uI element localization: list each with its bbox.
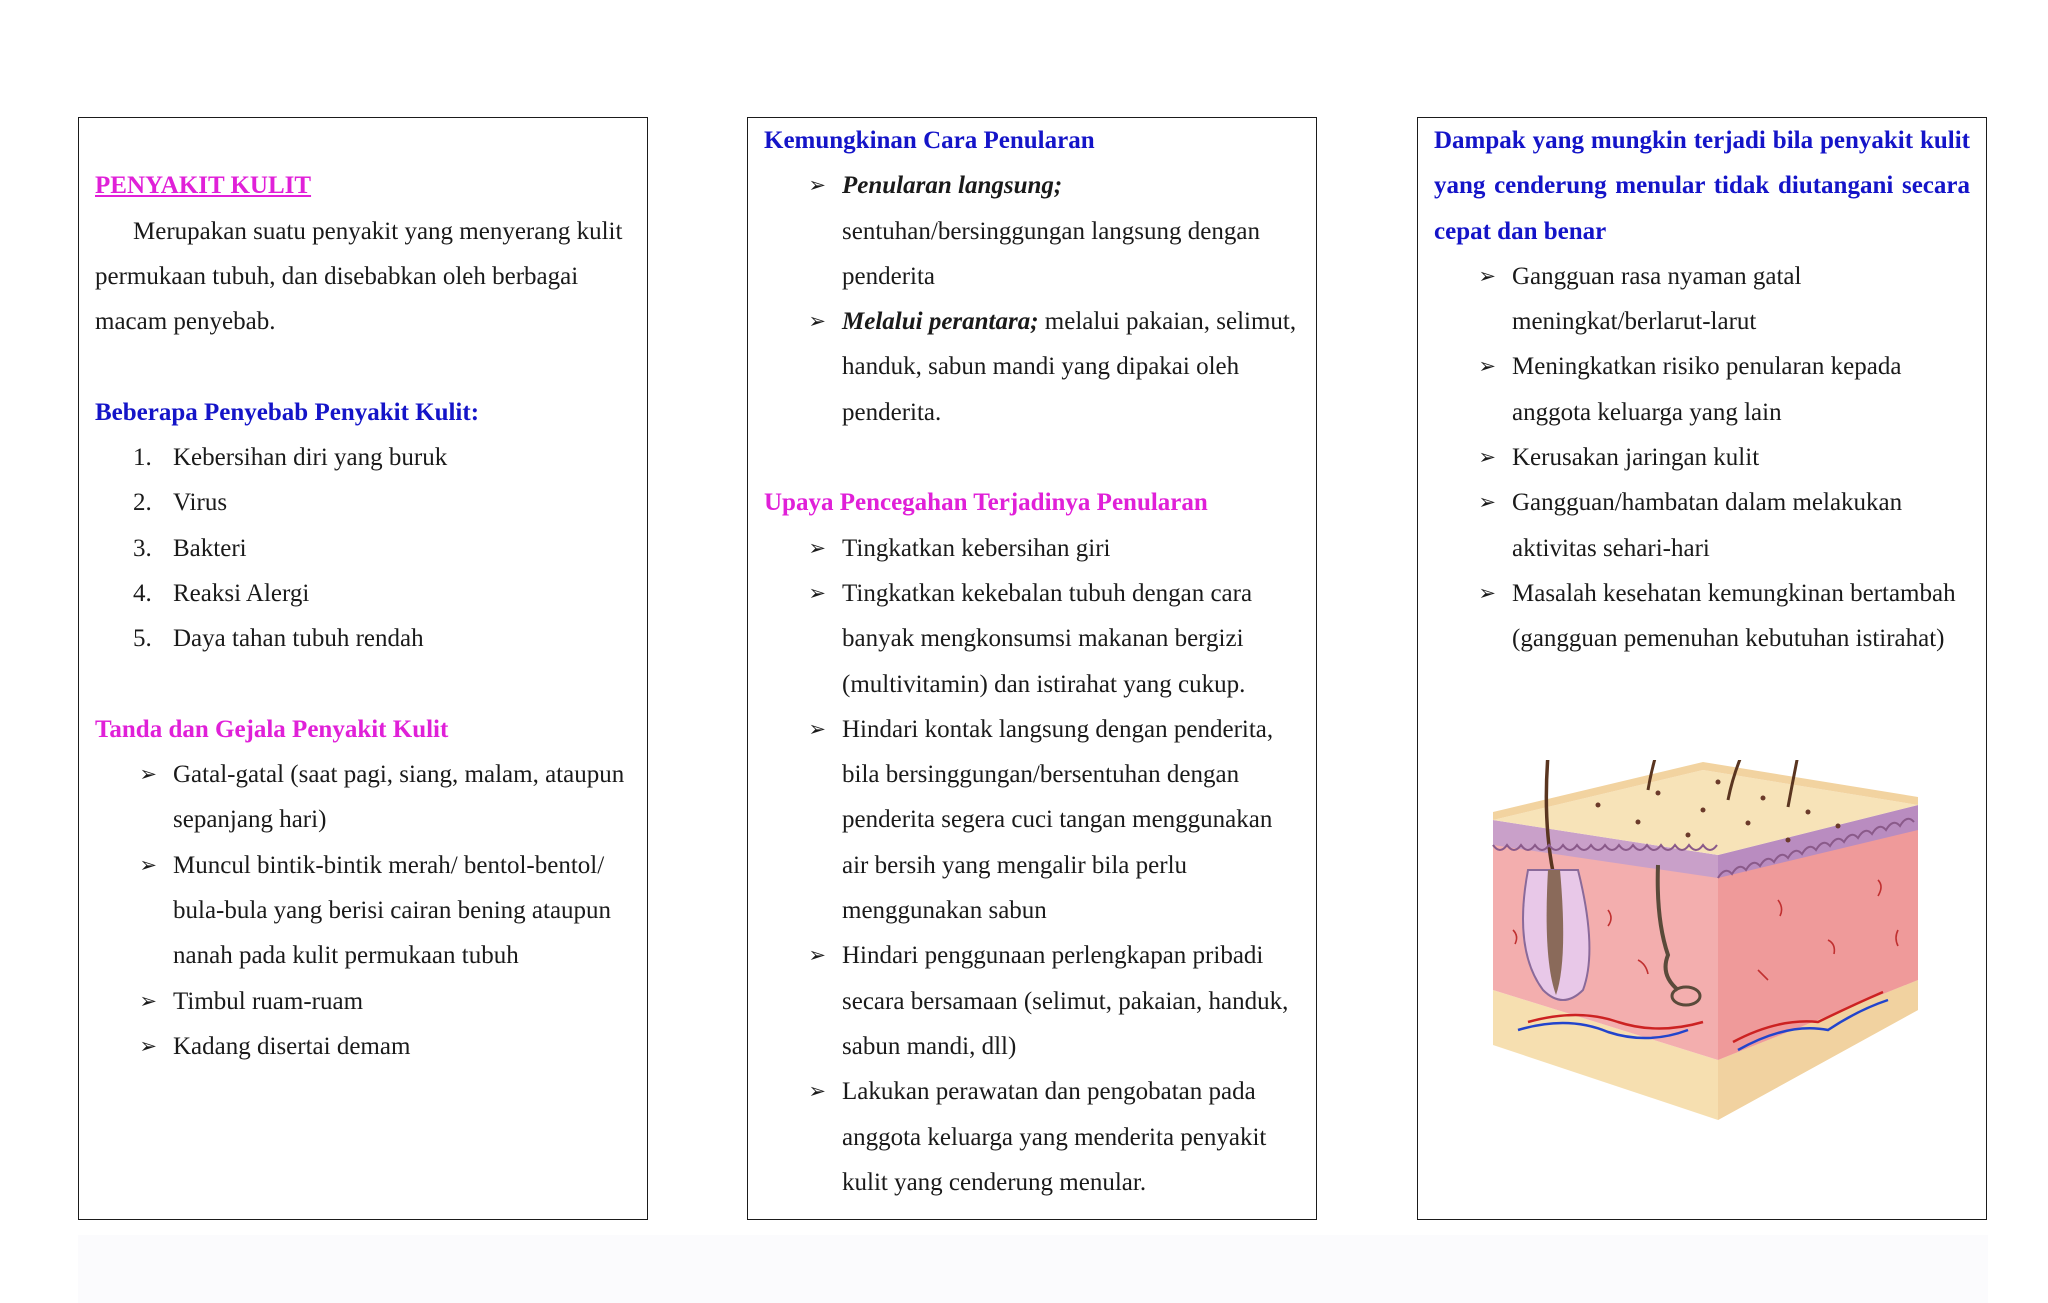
impact-heading: Dampak yang mungkin terjadi bila penyakit kulit yang cenderung menular tidak diutangani secara cepat dan benar — [1434, 127, 1970, 245]
list-item — [95, 571, 631, 616]
skin-cross-section-icon — [1488, 760, 1928, 1120]
arrow-bullet-icon: ➢ — [808, 309, 826, 334]
list-item — [764, 571, 1300, 707]
list-item-text: Meningkatkan risiko penularan kepada anggota keluarga yang lain — [1512, 353, 1902, 426]
list-number: 3. — [133, 534, 152, 562]
spacer — [764, 435, 1300, 480]
list-number: 1. — [133, 444, 152, 472]
list-number: 5. — [133, 625, 152, 653]
arrow-bullet-icon: ➢ — [808, 716, 826, 741]
list-item — [95, 526, 631, 571]
list-item-text: Reaksi Alergi — [173, 579, 310, 607]
impact-list — [1434, 254, 1970, 662]
arrow-bullet-icon: ➢ — [139, 1033, 157, 1058]
list-item-text: Muncul bintik-bintik merah/ bentol-bentol/ bula-bula yang berisi cairan bening ataupun nanah pada kulit permukaan tubuh — [173, 851, 612, 970]
list-item — [95, 752, 631, 843]
panel-transmission-prevention — [747, 117, 1317, 1220]
list-item — [1434, 435, 1970, 480]
transmission-text: melalui pakaian, selimut, handuk, sabun mandi yang dipakai oleh penderita. — [842, 308, 1297, 426]
list-item-text: Hindari penggunaan perlengkapan pribadi secara bersamaan (selimut, pakaian, handuk, sabun mandi, dll) — [842, 942, 1289, 1060]
list-item — [764, 933, 1300, 1069]
symptoms-heading: Tanda dan Gejala Penyakit Kulit — [95, 715, 449, 743]
list-item-text: Tingkatkan kebersihan giri — [842, 534, 1111, 562]
arrow-bullet-icon: ➢ — [1478, 490, 1496, 515]
list-item — [1434, 344, 1970, 435]
arrow-bullet-icon: ➢ — [1478, 263, 1496, 288]
list-item — [1434, 571, 1970, 662]
list-item-text: Masalah kesehatan kemungkinan bertambah (gangguan pemenuhan kebutuhan istirahat) — [1512, 579, 1956, 653]
list-item-text: Virus — [173, 489, 228, 517]
transmission-heading: Kemungkinan Cara Penularan — [764, 127, 1095, 154]
list-item — [764, 707, 1300, 933]
causes-list — [95, 435, 631, 661]
arrow-bullet-icon: ➢ — [139, 988, 157, 1013]
list-item-text: Lakukan perawatan dan pengobatan pada anggota keluarga yang menderita penyakit kulit yang cenderung menular. — [842, 1078, 1267, 1196]
list-item — [95, 480, 631, 525]
list-number: 2. — [133, 489, 152, 517]
list-item — [764, 163, 1300, 299]
list-item-text: Gangguan/hambatan dalam melakukan aktivitas sehari-hari — [1512, 489, 1903, 562]
page-title: PENYAKIT KULIT — [95, 172, 312, 200]
list-item — [764, 299, 1300, 435]
arrow-bullet-icon: ➢ — [808, 535, 826, 560]
list-item-text: Bakteri — [173, 534, 247, 562]
page-bottom-shade — [78, 1235, 1988, 1303]
arrow-bullet-icon: ➢ — [808, 173, 826, 198]
transmission-list — [764, 163, 1300, 435]
prevention-heading: Upaya Pencegahan Terjadinya Penularan — [764, 489, 1208, 517]
list-item — [764, 1069, 1300, 1205]
list-item — [95, 979, 631, 1024]
list-item-text: Timbul ruam-ruam — [173, 987, 364, 1015]
list-item-text: Gatal-gatal (saat pagi, siang, malam, ataupun sepanjang hari) — [173, 761, 625, 834]
arrow-bullet-icon: ➢ — [139, 852, 157, 877]
list-item — [95, 1024, 631, 1069]
list-item — [764, 526, 1300, 571]
transmission-text: sentuhan/bersinggungan langsung dengan penderita — [842, 217, 1260, 290]
arrow-bullet-icon: ➢ — [808, 1079, 826, 1104]
arrow-bullet-icon: ➢ — [808, 943, 826, 968]
arrow-bullet-icon: ➢ — [139, 762, 157, 787]
list-item — [95, 843, 631, 979]
list-item-text: Daya tahan tubuh rendah — [173, 625, 424, 653]
list-item — [1434, 480, 1970, 571]
prevention-list — [764, 526, 1300, 1205]
list-item — [1434, 254, 1970, 345]
list-item-text: Kadang disertai demam — [173, 1032, 411, 1060]
arrow-bullet-icon: ➢ — [808, 580, 826, 605]
spacer — [95, 344, 631, 389]
list-number: 4. — [133, 579, 152, 607]
list-item-text: Tingkatkan kekebalan tubuh dengan cara banyak mengkonsumsi makanan bergizi (multivitamin) dan istirahat yang cukup. — [842, 579, 1253, 698]
panel-overview — [78, 117, 648, 1220]
list-item-text: Hindari kontak langsung dengan penderita, bila bersinggungan/bersentuhan dengan penderita segera cuci tangan menggunakan air bersih yang mengalir bila perlu menggunakan sabun — [842, 715, 1274, 925]
spacer — [95, 118, 631, 163]
arrow-bullet-icon: ➢ — [1478, 580, 1496, 605]
list-item — [95, 435, 631, 480]
list-item-text: Gangguan rasa nyaman gatal meningkat/berlarut-larut — [1512, 262, 1802, 336]
arrow-bullet-icon: ➢ — [1478, 445, 1496, 470]
list-item-text: Kebersihan diri yang buruk — [173, 444, 448, 472]
causes-heading: Beberapa Penyebab Penyakit Kulit: — [95, 398, 480, 426]
list-item — [95, 616, 631, 661]
arrow-bullet-icon: ➢ — [1478, 354, 1496, 379]
symptoms-list — [95, 752, 631, 1069]
intro-paragraph: Merupakan suatu penyakit yang menyerang kulit permukaan tubuh, dan disebabkan oleh berbagai macam penyebab. — [95, 217, 623, 336]
transmission-lead: Penularan langsung; — [842, 172, 1063, 200]
spacer — [95, 662, 631, 707]
list-item-text: Kerusakan jaringan kulit — [1512, 444, 1760, 472]
transmission-lead: Melalui perantara; — [842, 308, 1039, 336]
